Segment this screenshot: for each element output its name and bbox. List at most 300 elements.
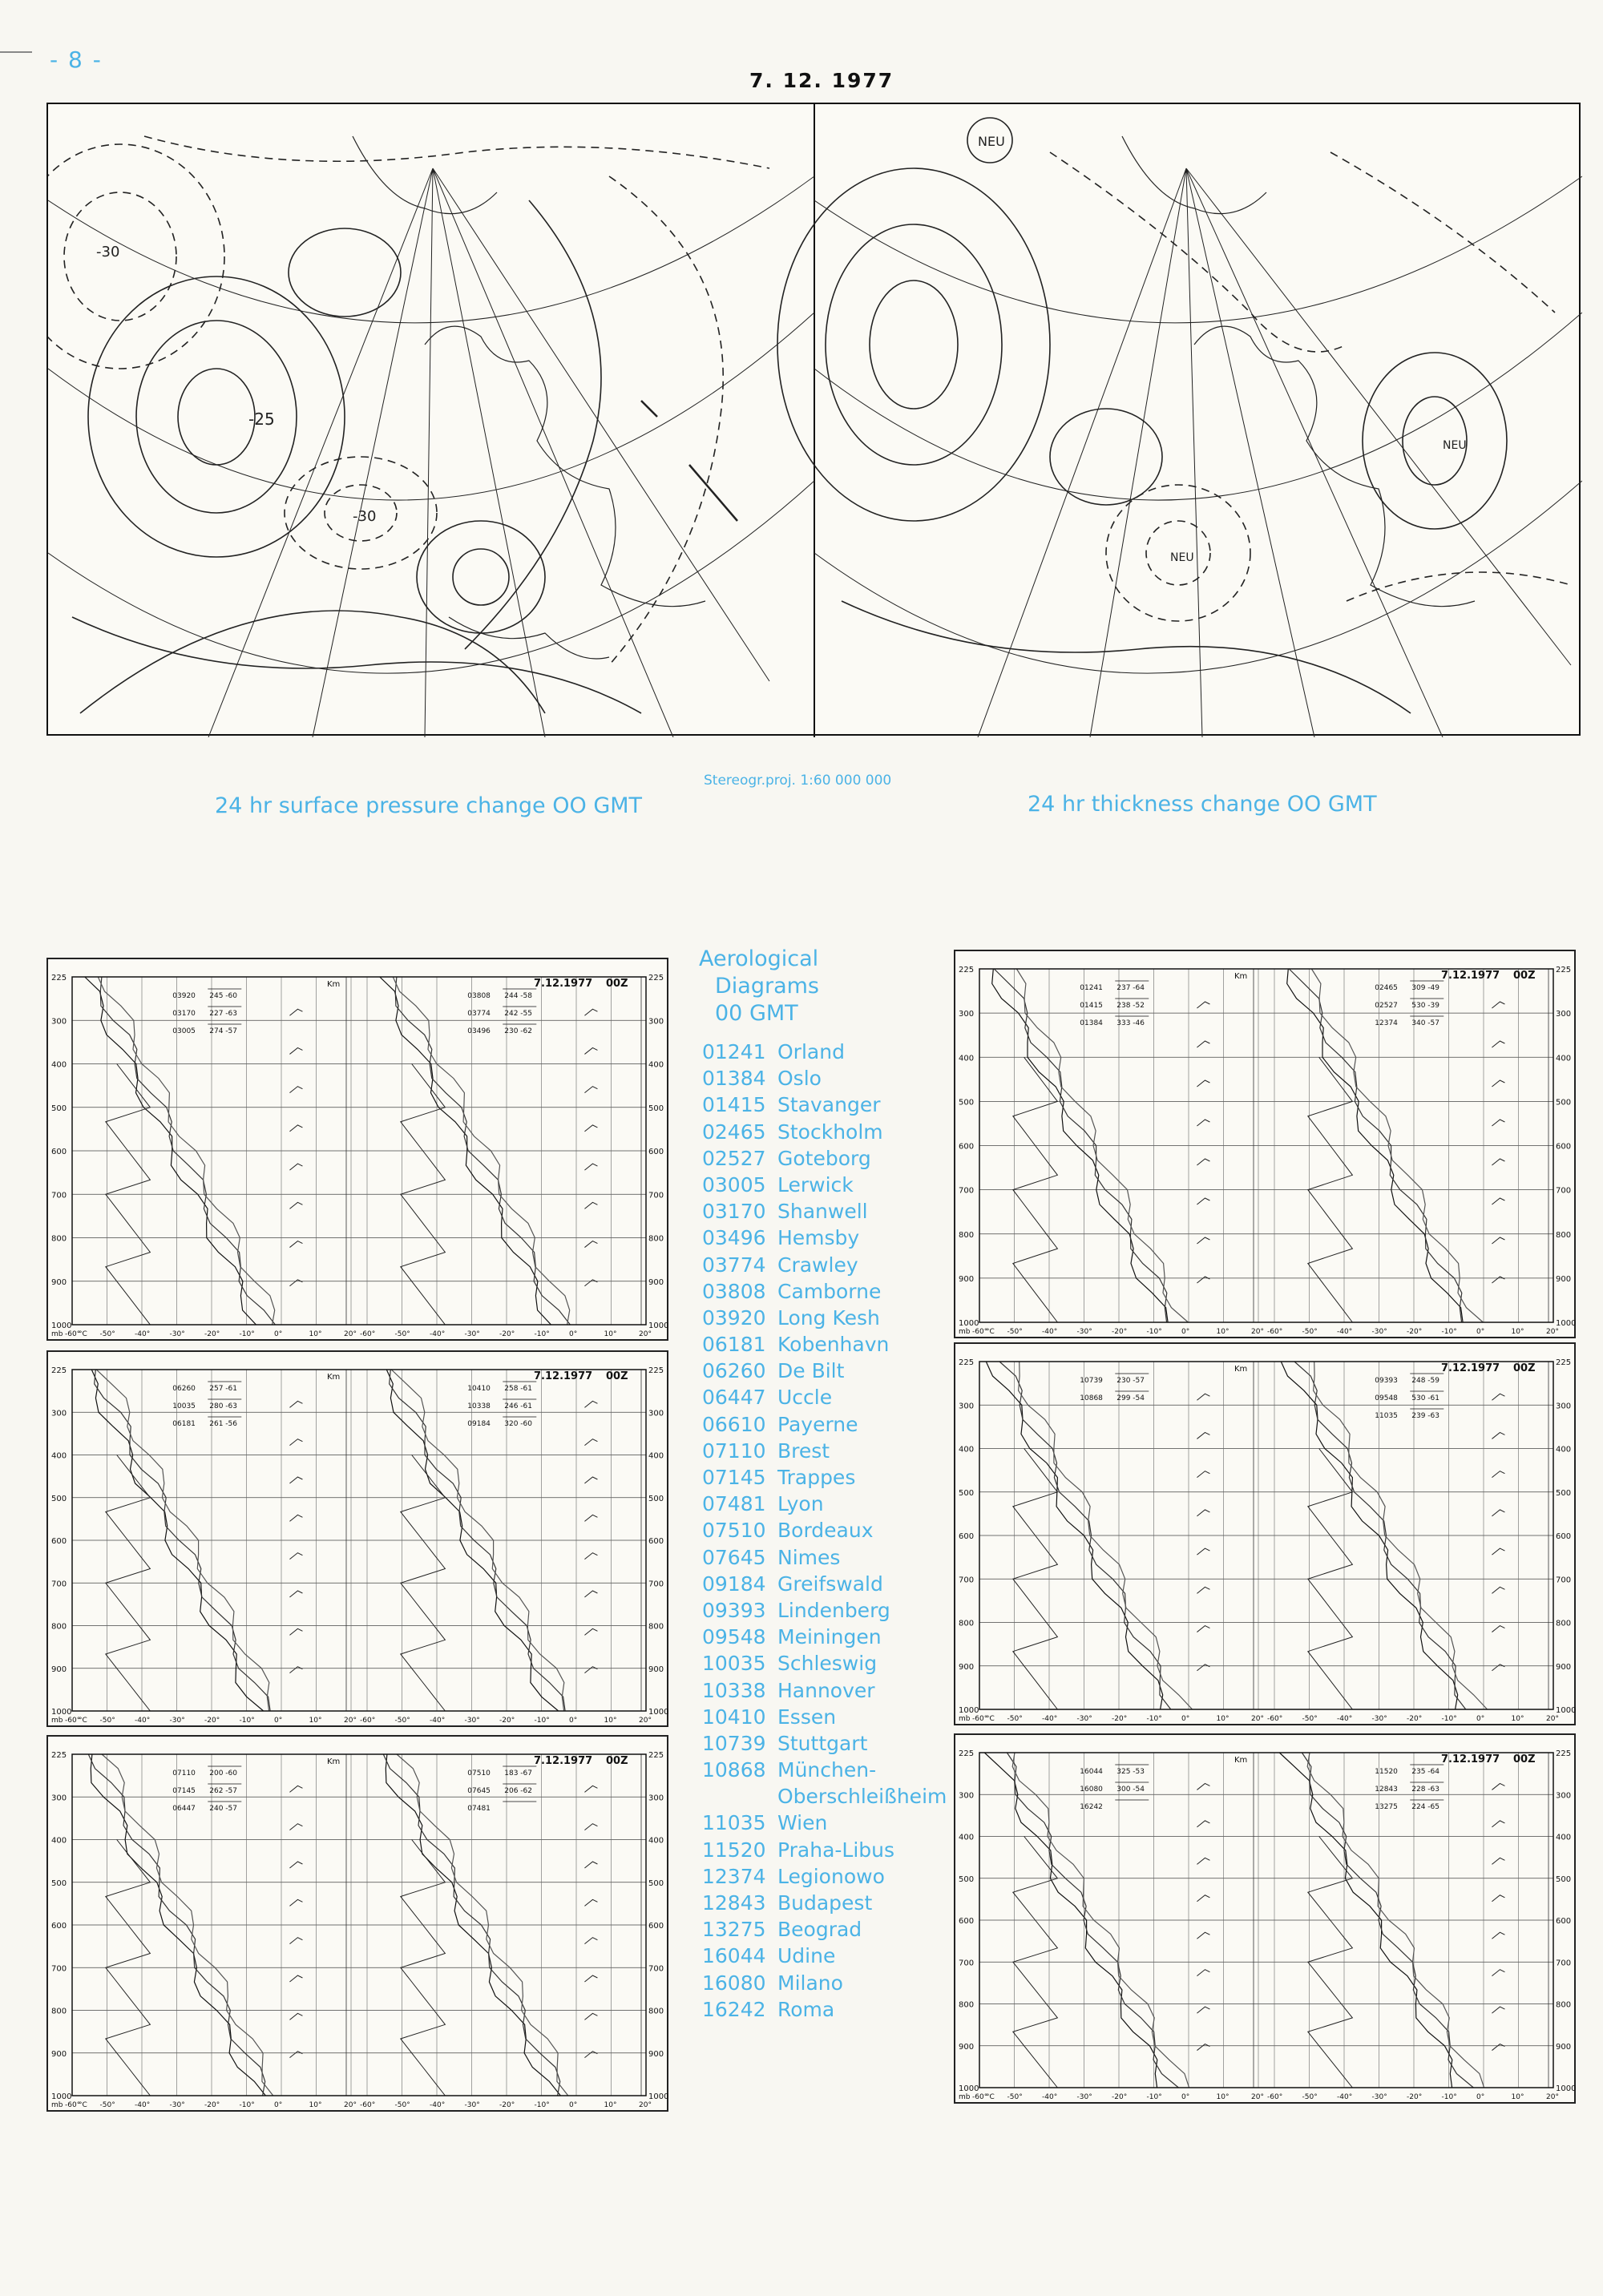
station-row (702, 1730, 947, 1757)
wind-barb (1492, 1002, 1504, 1008)
temperature-tick: -20° (1407, 1328, 1423, 1336)
wind-barb (1492, 2007, 1504, 2013)
pressure-label-right: 500 (1556, 1874, 1572, 1884)
station-code-label: 07645 (467, 1787, 491, 1795)
station-code: 12843 (702, 1891, 766, 1915)
page-number: - 8 - (50, 46, 103, 73)
temperature-tick: -60° (360, 2101, 376, 2109)
station-code-label: 01415 (1080, 1002, 1103, 1010)
station-row (702, 1039, 947, 1065)
wind-barb (584, 1667, 597, 1673)
temperature-tick: -10° (1146, 1328, 1162, 1336)
temperature-tick: -40° (1337, 2093, 1353, 2101)
station-code: 03920 (702, 1305, 766, 1330)
pressure-label-left: 600 (959, 1532, 975, 1541)
station-name: Camborne (777, 1279, 882, 1303)
pressure-label-left: 600 (51, 1537, 67, 1546)
mb-unit-label: mb (959, 1328, 971, 1336)
pressure-label-left: 500 (959, 1488, 975, 1498)
temperature-tick: 0° (569, 2101, 578, 2109)
diagram-date-stamp: 7.12.1977 (534, 1755, 593, 1767)
pressure-label-right: 225 (648, 1366, 664, 1375)
station-code-label: 09393 (1375, 1377, 1398, 1385)
temperature-tick: -40° (135, 1330, 151, 1338)
temperature-tick: -40° (135, 2101, 151, 2109)
temperature-tick: 10° (1216, 1715, 1230, 1723)
station-name: Trappes (777, 1466, 856, 1489)
svg-text:NEU: NEU (1443, 439, 1467, 452)
pressure-label-right: 600 (648, 1148, 664, 1156)
aerological-diagram (46, 1735, 668, 2112)
diagram-time-stamp: 00Z (606, 1755, 628, 1767)
pressure-label-left: 300 (51, 1409, 67, 1418)
tropopause-label: 309 -49 (1411, 984, 1440, 992)
station-code: 10410 (702, 1705, 766, 1729)
celsius-unit-label: °C (986, 2093, 995, 2101)
station-name: Goteborg (777, 1146, 871, 1170)
station-row (702, 1172, 947, 1198)
pressure-label-left: 500 (959, 1098, 975, 1108)
temperature-tick: -30° (169, 2101, 185, 2109)
pressure-label-left: 400 (959, 1445, 975, 1455)
station-row (702, 1358, 947, 1384)
station-list (702, 1039, 947, 2023)
pressure-label-left: 400 (959, 1054, 975, 1063)
celsius-unit-label: °C (79, 2101, 87, 2109)
km-unit-label: Km (1234, 972, 1248, 981)
aerological-header (699, 946, 939, 1027)
wind-barb (1197, 1159, 1209, 1165)
station-name: Uccle (777, 1386, 833, 1410)
temperature-tick: 10° (1511, 2093, 1524, 2101)
pressure-label-right: 700 (648, 1191, 664, 1200)
station-code: 01241 (702, 1040, 766, 1063)
wind-barb (289, 1975, 302, 1982)
temperature-tick: -10° (1146, 2093, 1162, 2101)
station-row (702, 1970, 947, 1996)
page-date: 7. 12. 1977 (749, 69, 894, 92)
wind-barb (1492, 1932, 1504, 1939)
station-row (702, 1411, 947, 1438)
pressure-label-right: 500 (648, 1494, 664, 1503)
temperature-tick: -10° (239, 1717, 255, 1725)
diagram-date-stamp: 7.12.1977 (1441, 1362, 1500, 1374)
aerological-header-line: Diagrams (715, 974, 819, 999)
aerological-diagram (954, 950, 1576, 1338)
temperature-tick: 20° (1251, 2093, 1264, 2101)
wind-barb (584, 1164, 597, 1170)
station-code-label: 07110 (172, 1769, 196, 1777)
tropopause-label: 261 -56 (209, 1420, 238, 1428)
wind-barb (1492, 1159, 1504, 1165)
station-code-label: 03170 (172, 1010, 196, 1018)
station-code: 09184 (702, 1572, 766, 1596)
temperature-tick: -60° (65, 1717, 81, 1725)
surface-pressure-map (48, 136, 814, 737)
pressure-label-right: 400 (1556, 1054, 1572, 1063)
celsius-unit-label: °C (79, 1717, 87, 1725)
station-code: 06260 (702, 1359, 766, 1383)
wind-barb (1197, 1970, 1209, 1976)
aerological-diagram (954, 1733, 1576, 2104)
wind-barb (584, 1899, 597, 1906)
temperature-tick: 10° (1511, 1328, 1524, 1336)
temperature-tick: 0° (1181, 1328, 1190, 1336)
pressure-label-left: 300 (51, 1017, 67, 1027)
wind-barb (1197, 1548, 1209, 1555)
temperature-tick: -20° (1112, 1715, 1128, 1723)
station-name: Nimes (777, 1545, 841, 1569)
wind-barb (1197, 1858, 1209, 1864)
wind-barb (584, 1515, 597, 1521)
tropopause-label: 333 -46 (1116, 1019, 1145, 1027)
station-code-label: 09548 (1375, 1394, 1398, 1402)
diagram-date-stamp: 7.12.1977 (1441, 1753, 1500, 1765)
station-code: 13275 (702, 1918, 766, 1942)
temperature-tick: -50° (99, 2101, 115, 2109)
station-code: 06181 (702, 1333, 766, 1357)
temperature-tick: -40° (135, 1717, 151, 1725)
station-name: Kobenhavn (777, 1333, 890, 1357)
wind-barb (1197, 1432, 1209, 1439)
wind-barb (1492, 1432, 1504, 1439)
station-code: 07645 (702, 1545, 766, 1569)
wind-barb (289, 1938, 302, 1944)
pressure-label-left: 225 (51, 1366, 67, 1375)
mb-unit-label: mb (51, 2101, 63, 2109)
station-code: 03170 (702, 1200, 766, 1224)
wind-barb (289, 2052, 302, 2058)
pressure-label-left: 900 (959, 1662, 975, 1672)
wind-barb (289, 1591, 302, 1597)
temperature-tick: -60° (1267, 1715, 1283, 1723)
temperature-tick: -10° (1441, 1715, 1457, 1723)
tropopause-label: 262 -57 (209, 1787, 238, 1795)
station-row (702, 1863, 947, 1890)
station-name: Udine (777, 1944, 836, 1968)
svg-text:-30: -30 (353, 508, 377, 525)
wind-barb (1197, 2044, 1209, 2051)
station-code-label: 09184 (467, 1420, 491, 1428)
wind-barb (1492, 1080, 1504, 1087)
wind-barb (1197, 1237, 1209, 1244)
station-code-label: 01384 (1080, 1019, 1103, 1027)
temperature-tick: 0° (1476, 1328, 1485, 1336)
pressure-label-right: 500 (1556, 1098, 1572, 1108)
temperature-tick: -40° (430, 1717, 446, 1725)
station-name: Praha-Libus (777, 1838, 895, 1862)
pressure-label-right: 900 (648, 2049, 664, 2059)
station-code: 10035 (702, 1652, 766, 1676)
wind-barb (584, 1087, 597, 1093)
pressure-label-left: 400 (51, 1060, 67, 1070)
temperature-tick: -40° (1042, 2093, 1058, 2101)
station-code-label: 07481 (467, 1805, 491, 1813)
aerological-diagram (46, 958, 668, 1341)
wind-barb (1492, 1120, 1504, 1126)
pressure-label-left: 700 (959, 1186, 975, 1196)
temperature-tick: -20° (1112, 1328, 1128, 1336)
tropopause-label: 206 -62 (504, 1787, 533, 1795)
station-code-label: 01241 (1080, 984, 1103, 992)
temperature-tick: 0° (274, 2101, 283, 2109)
station-row (702, 1624, 947, 1650)
station-code-label: 03808 (467, 992, 491, 1000)
station-code: 03496 (702, 1226, 766, 1250)
wind-barb (584, 1553, 597, 1560)
tropopause-label: 237 -64 (1116, 984, 1145, 992)
wind-barb (584, 1241, 597, 1248)
wind-barb (289, 1628, 302, 1635)
wind-barb (584, 1125, 597, 1132)
temperature-tick: -60° (972, 1328, 988, 1336)
tropopause-label: 245 -60 (209, 992, 238, 1000)
pressure-label-right: 900 (1556, 2042, 1572, 2052)
tropopause-label: 248 -59 (1411, 1377, 1440, 1385)
tropopause-label: 300 -54 (1116, 1786, 1145, 1794)
station-row (702, 1544, 947, 1571)
tropopause-label: 230 -62 (504, 1027, 533, 1035)
temperature-tick: -40° (1042, 1328, 1058, 1336)
station-code-label: 10739 (1080, 1377, 1103, 1385)
temperature-tick: -10° (1441, 1328, 1457, 1336)
temperature-tick: -50° (394, 1717, 410, 1725)
station-name: Lyon (777, 1492, 824, 1516)
station-name: Roma (777, 1997, 835, 2021)
wind-barb (289, 1899, 302, 1906)
wind-barb (289, 1439, 302, 1446)
station-code: 07145 (702, 1466, 766, 1489)
temperature-tick: -40° (430, 2101, 446, 2109)
temperature-tick: 10° (604, 1330, 617, 1338)
km-unit-label: Km (327, 1757, 341, 1766)
diagram-date-stamp: 7.12.1977 (534, 1370, 593, 1382)
station-row (702, 1252, 947, 1278)
station-row (702, 1704, 947, 1730)
station-row (702, 1225, 947, 1251)
celsius-unit-label: °C (986, 1328, 995, 1336)
wind-barb (584, 2013, 597, 2020)
pressure-label-left: 900 (959, 2042, 975, 2052)
station-name: Meiningen (777, 1625, 882, 1649)
wind-barb (289, 1047, 302, 1054)
pressure-label-right: 600 (648, 1922, 664, 1931)
pressure-label-right: 400 (648, 1836, 664, 1846)
station-code-label: 11035 (1375, 1412, 1398, 1420)
temperature-tick: -30° (169, 1717, 185, 1725)
surface-pressure-caption: 24 hr surface pressure change OO GMT (215, 793, 643, 818)
pressure-label-left: 600 (51, 1148, 67, 1156)
pressure-label-left: 500 (51, 1878, 67, 1888)
pressure-label-right: 800 (648, 1234, 664, 1244)
pressure-label-right: 300 (648, 1017, 664, 1027)
wind-barb (289, 1515, 302, 1521)
wind-barb (584, 2052, 597, 2058)
station-code-label: 06260 (172, 1385, 196, 1393)
pressure-label-left: 700 (51, 1191, 67, 1200)
station-row (702, 1331, 947, 1358)
temperature-tick: -60° (1267, 1328, 1283, 1336)
wind-barb (1197, 1895, 1209, 1902)
pressure-label-right: 1000 (1556, 1706, 1577, 1715)
temperature-tick: 0° (1476, 2093, 1485, 2101)
mb-unit-label: mb (51, 1717, 63, 1725)
station-code: 06610 (702, 1412, 766, 1436)
pressure-label-left: 300 (959, 1791, 975, 1801)
pressure-label-left: 1000 (959, 1319, 979, 1328)
tropopause-label: 242 -55 (504, 1010, 533, 1018)
station-row (702, 1597, 947, 1624)
pressure-label-right: 700 (648, 1964, 664, 1974)
temperature-tick: -20° (1112, 2093, 1128, 2101)
pressure-label-right: 400 (1556, 1445, 1572, 1455)
wind-barb (1492, 1548, 1504, 1555)
temperature-tick: -60° (972, 2093, 988, 2101)
tropopause-label: 257 -61 (209, 1385, 238, 1393)
station-row (702, 1837, 947, 1863)
celsius-unit-label: °C (79, 1330, 87, 1338)
station-name: De Bilt (777, 1359, 845, 1383)
station-name: Lerwick (777, 1172, 854, 1196)
temperature-tick: -10° (534, 1330, 550, 1338)
svg-text:-25: -25 (248, 410, 275, 429)
station-code-label: 03005 (172, 1027, 196, 1035)
station-row (702, 1145, 947, 1172)
pressure-label-left: 700 (959, 1959, 975, 1968)
station-name: Payerne (777, 1412, 858, 1436)
station-name: Stuttgart (777, 1731, 868, 1755)
tropopause-label: 183 -67 (504, 1769, 533, 1777)
temperature-tick: -50° (1007, 1715, 1023, 1723)
temperature-tick: -10° (1146, 1715, 1162, 1723)
tropopause-label: 320 -60 (504, 1420, 533, 1428)
wind-barb (1492, 1471, 1504, 1478)
wind-barb (289, 1862, 302, 1868)
wind-barb (584, 1824, 597, 1830)
pressure-label-right: 225 (648, 974, 664, 983)
wind-barb (1197, 1041, 1209, 1047)
wind-barb (1492, 1895, 1504, 1902)
pressure-label-left: 500 (51, 1104, 67, 1113)
pressure-label-left: 600 (959, 1917, 975, 1926)
station-row (702, 1677, 947, 1704)
wind-barb (289, 1125, 302, 1132)
margin-mark (0, 51, 32, 53)
wind-barb (289, 1401, 302, 1407)
pressure-label-right: 700 (1556, 1186, 1572, 1196)
temperature-tick: -20° (204, 1717, 220, 1725)
wind-barb (584, 1786, 597, 1792)
station-code: 11035 (702, 1811, 766, 1835)
projection-caption: Stereogr.proj. 1:60 000 000 (704, 773, 892, 789)
wind-barb (584, 1975, 597, 1982)
pressure-label-left: 1000 (51, 2092, 72, 2101)
wind-barb (1492, 1237, 1504, 1244)
pressure-label-right: 300 (1556, 1010, 1572, 1019)
tropopause-label: 224 -65 (1411, 1803, 1440, 1811)
wind-barb (1492, 1664, 1504, 1671)
station-code: 07481 (702, 1492, 766, 1516)
tropopause-label: 228 -63 (1411, 1786, 1440, 1794)
wind-barb (289, 2013, 302, 2020)
wind-barb (1197, 2007, 1209, 2013)
temperature-tick: 20° (1546, 1328, 1559, 1336)
wind-barb (1197, 1277, 1209, 1283)
temperature-tick: 10° (309, 2101, 322, 2109)
wind-barb (1197, 1198, 1209, 1204)
pressure-label-right: 400 (648, 1060, 664, 1070)
pressure-label-left: 800 (959, 2000, 975, 2010)
temperature-tick: -30° (1076, 2093, 1092, 2101)
wind-barb (1197, 1080, 1209, 1087)
tropopause-label: 530 -39 (1411, 1002, 1440, 1010)
wind-barb (1492, 1510, 1504, 1516)
temperature-tick: -10° (239, 2101, 255, 2109)
wind-barb (1197, 1932, 1209, 1939)
svg-text:NEU: NEU (1170, 551, 1194, 564)
pressure-label-right: 900 (648, 1277, 664, 1287)
temperature-tick: -10° (239, 1330, 255, 1338)
pressure-label-right: 300 (1556, 1402, 1572, 1411)
wind-barb (289, 1553, 302, 1560)
station-code: 02527 (702, 1146, 766, 1170)
station-name: Hemsby (777, 1226, 860, 1250)
aerological-header-line: 00 GMT (715, 1001, 798, 1026)
pressure-label-left: 400 (51, 1836, 67, 1846)
pressure-label-right: 600 (648, 1537, 664, 1546)
tropopause-label: 230 -57 (1116, 1377, 1145, 1385)
tropopause-label: 299 -54 (1116, 1394, 1145, 1402)
station-code-label: 12374 (1375, 1019, 1398, 1027)
aerological-header-line: Aerological (699, 946, 819, 971)
station-code: 03774 (702, 1253, 766, 1277)
temperature-tick: -30° (1076, 1715, 1092, 1723)
wind-barb (584, 1280, 597, 1286)
pressure-label-left: 800 (51, 1622, 67, 1632)
station-code-label: 16044 (1080, 1768, 1103, 1776)
wind-barb (289, 1786, 302, 1792)
thickness-caption: 24 hr thickness change OO GMT (1028, 792, 1377, 817)
km-unit-label: Km (1234, 1365, 1248, 1374)
temperature-tick: -20° (204, 2101, 220, 2109)
pressure-label-right: 1000 (1556, 2084, 1577, 2093)
pressure-label-right: 1000 (1556, 1319, 1577, 1328)
station-code: 12374 (702, 1864, 766, 1888)
station-row (702, 1278, 947, 1305)
station-code-label: 10035 (172, 1402, 196, 1410)
pressure-label-left: 600 (959, 1142, 975, 1152)
wind-barb (1197, 1120, 1209, 1126)
station-code: 03005 (702, 1172, 766, 1196)
temperature-tick: 10° (309, 1717, 322, 1725)
temperature-tick: -50° (1302, 1328, 1318, 1336)
station-code-label: 10338 (467, 1402, 491, 1410)
pressure-label-right: 1000 (648, 1708, 669, 1717)
station-row (702, 1890, 947, 1916)
pressure-label-right: 700 (648, 1580, 664, 1589)
station-code-label: 03774 (467, 1010, 491, 1018)
pressure-label-left: 800 (959, 1230, 975, 1240)
station-name: Schleswig (777, 1652, 878, 1676)
pressure-label-left: 900 (51, 2049, 67, 2059)
temperature-tick: 20° (639, 2101, 652, 2109)
wind-barb (1197, 1002, 1209, 1008)
pressure-label-right: 400 (648, 1451, 664, 1461)
temperature-tick: -40° (1337, 1328, 1353, 1336)
station-name: Oslo (777, 1067, 822, 1091)
svg-text:NEU: NEU (978, 134, 1005, 149)
station-name: Budapest (777, 1891, 873, 1915)
